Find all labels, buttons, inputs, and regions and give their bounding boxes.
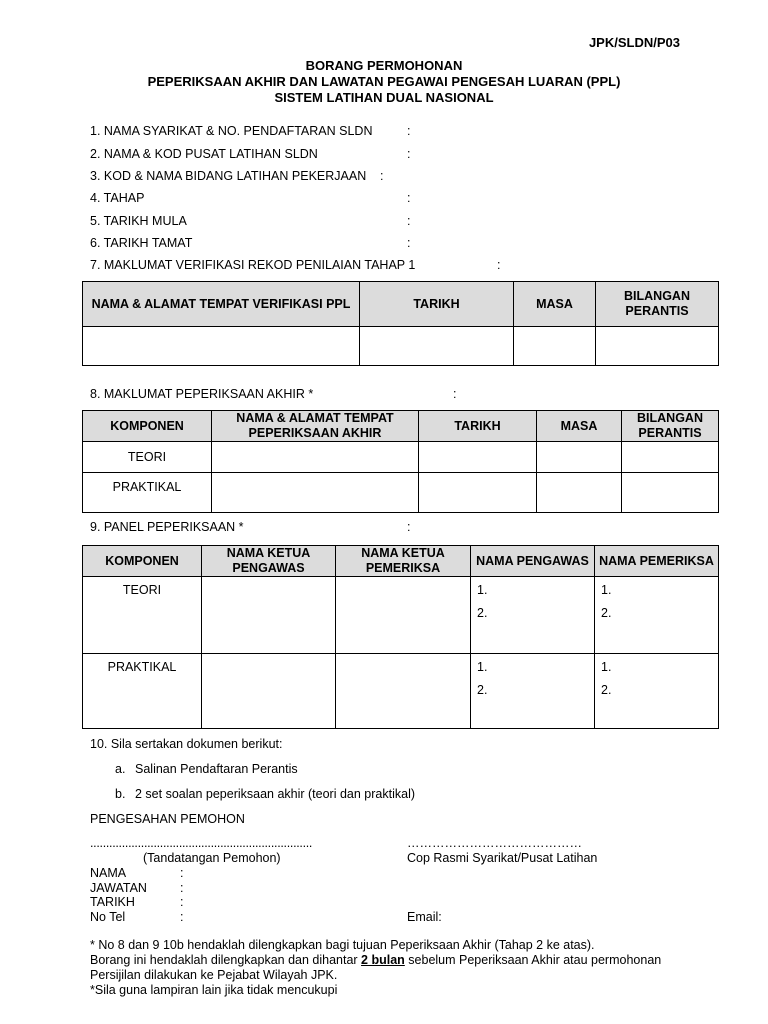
info-label-phone: No Tel [90, 910, 126, 924]
header-time: MASA [537, 411, 622, 442]
header-verification-place: NAMA & ALAMAT TEMPAT VERIFIKASI PPL [83, 282, 360, 327]
note-line-1: * No 8 dan 9 10b hendaklah dilengkapkan bagi tujuan Peperiksaan Akhir (Tahap 2 ke atas). [90, 938, 595, 952]
field-colon: : [407, 191, 411, 205]
row-label-practical: PRAKTIKAL [83, 473, 212, 513]
header-examiner: NAMA PEMERIKSA [595, 546, 719, 577]
field-colon: : [453, 387, 457, 401]
field-label-verification: 7. MAKLUMAT VERIFIKASI REKOD PENILAIAN TAHAP 1 [90, 258, 416, 272]
title-line-1: BORANG PERMOHONAN [305, 58, 463, 73]
header-chief-examiner: NAMA KETUA PEMERIKSA [336, 546, 471, 577]
document-item-exam-questions: 2 set soalan peperiksaan akhir (teori dan praktikal) [135, 787, 416, 801]
signature-line[interactable]: ...................................................................... [90, 836, 313, 850]
cell-exam-place[interactable] [212, 473, 419, 513]
exam-panel-table [82, 545, 719, 729]
info-label-date: TARIKH [90, 895, 135, 909]
field-colon: : [407, 236, 411, 250]
form-title [0, 58, 768, 106]
field-label-training-field: 3. KOD & NAMA BIDANG LATIHAN PEKERJAAN [90, 169, 367, 183]
item-number-1: 1. [601, 583, 612, 597]
item-number-2: 2. [477, 606, 488, 620]
field-colon: : [497, 258, 501, 272]
field-colon: : [180, 866, 184, 880]
document-item-registration: Salinan Pendaftaran Perantis [135, 762, 298, 776]
cell-invigilator[interactable] [471, 654, 595, 729]
cell-time[interactable] [537, 442, 622, 473]
cell-date[interactable] [419, 442, 537, 473]
list-marker-b: b. [115, 787, 126, 801]
field-colon: : [380, 169, 384, 183]
email-label: Email: [407, 910, 442, 924]
note-line-2 [90, 953, 661, 968]
item-number-2: 2. [601, 683, 612, 697]
header-invigilator: NAMA PENGAWAS [471, 546, 595, 577]
footnotes [90, 938, 661, 998]
header-component: KOMPONEN [83, 411, 212, 442]
deadline-emphasis: 2 bulan [361, 953, 405, 967]
note-line-2-post: sebelum Peperiksaan Akhir atau permohonan [404, 953, 662, 967]
cell-verification-place[interactable] [83, 327, 360, 366]
header-time: MASA [514, 282, 596, 327]
header-component: KOMPONEN [83, 546, 202, 577]
row-label-theory: TEORI [83, 577, 202, 654]
confirmation-heading: PENGESAHAN PEMOHON [90, 812, 245, 826]
header-chief-invigilator: NAMA KETUA PENGAWAS [202, 546, 336, 577]
field-colon: : [407, 520, 411, 534]
cell-date[interactable] [419, 473, 537, 513]
field-colon: : [407, 147, 411, 161]
document-code: JPK/SLDN/P03 [588, 35, 680, 50]
cell-date[interactable] [360, 327, 514, 366]
header-apprentice-count: BILANGAN PERANTIS [596, 282, 719, 327]
header-apprentice-count: BILANGAN PERANTIS [622, 411, 719, 442]
cell-apprentice-count[interactable] [596, 327, 719, 366]
info-label-name: NAMA [90, 866, 127, 880]
field-colon: : [407, 214, 411, 228]
header-date: TARIKH [419, 411, 537, 442]
header-date: TARIKH [360, 282, 514, 327]
cell-apprentice-count[interactable] [622, 442, 719, 473]
field-label-training-center: 2. NAMA & KOD PUSAT LATIHAN SLDN [90, 147, 318, 161]
row-label-theory: TEORI [83, 442, 212, 473]
title-line-2: PEPERIKSAAN AKHIR DAN LAWATAN PEGAWAI PENGESAH LUARAN (PPL) [147, 74, 621, 89]
field-label-start-date: 5. TARIKH MULA [90, 214, 187, 228]
section-8-label: 8. MAKLUMAT PEPERIKSAAN AKHIR * [90, 387, 314, 401]
cell-apprentice-count[interactable] [622, 473, 719, 513]
stamp-caption: Cop Rasmi Syarikat/Pusat Latihan [407, 851, 598, 865]
note-line-4: *Sila guna lampiran lain jika tidak mencukupi [90, 983, 338, 997]
item-number-1: 1. [601, 660, 612, 674]
header-exam-place: NAMA & ALAMAT TEMPAT PEPERIKSAAN AKHIR [212, 411, 419, 442]
stamp-line[interactable]: …………………………………… [407, 836, 582, 850]
field-colon: : [407, 124, 411, 138]
cell-examiner[interactable] [595, 654, 719, 729]
field-colon: : [180, 910, 184, 924]
info-label-position: JAWATAN [90, 881, 147, 895]
cell-examiner[interactable] [595, 577, 719, 654]
verification-table [82, 281, 719, 366]
field-label-company: 1. NAMA SYARIKAT & NO. PENDAFTARAN SLDN [90, 124, 373, 138]
cell-chief-invigilator[interactable] [202, 654, 336, 729]
section-9-label: 9. PANEL PEPERIKSAAN * [90, 520, 244, 534]
item-number-1: 1. [477, 660, 488, 674]
item-number-2: 2. [477, 683, 488, 697]
field-colon: : [180, 881, 184, 895]
signature-caption: (Tandatangan Pemohon) [143, 851, 281, 865]
section-10-label: 10. Sila sertakan dokumen berikut: [90, 737, 283, 751]
field-colon: : [180, 895, 184, 909]
field-label-level: 4. TAHAP [90, 191, 145, 205]
row-label-practical: PRAKTIKAL [83, 654, 202, 729]
field-label-end-date: 6. TARIKH TAMAT [90, 236, 193, 250]
cell-chief-examiner[interactable] [336, 577, 471, 654]
cell-time[interactable] [537, 473, 622, 513]
item-number-1: 1. [477, 583, 488, 597]
cell-chief-invigilator[interactable] [202, 577, 336, 654]
note-line-3: Persijilan dilakukan ke Pejabat Wilayah JPK. [90, 968, 338, 982]
cell-exam-place[interactable] [212, 442, 419, 473]
cell-chief-examiner[interactable] [336, 654, 471, 729]
title-line-3: SISTEM LATIHAN DUAL NASIONAL [274, 90, 494, 105]
list-marker-a: a. [115, 762, 126, 776]
final-exam-table [82, 410, 719, 513]
note-line-2-pre: Borang ini hendaklah dilengkapkan dan dihantar [90, 953, 362, 967]
cell-invigilator[interactable] [471, 577, 595, 654]
cell-time[interactable] [514, 327, 596, 366]
item-number-2: 2. [601, 606, 612, 620]
